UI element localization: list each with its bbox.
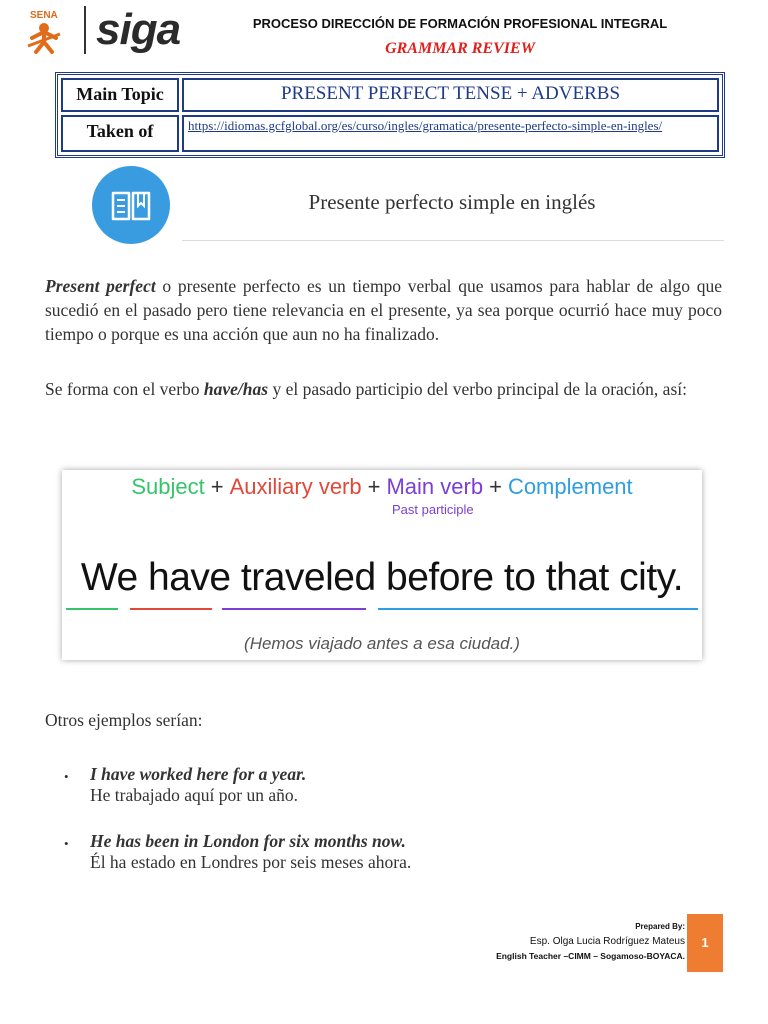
example-english: I have worked here for a year.	[90, 764, 307, 784]
main-topic-value: PRESENT PERFECT TENSE + ADVERBS	[182, 78, 719, 112]
list-item	[90, 831, 710, 873]
intro-text: o presente perfecto es un tiempo verbal que usamos para hablar de algo que sucedió en el pasado pero tiene relevancia en el presente, ya sea porque ocurrió hace muy poco tiempo o porque es una acción que aun no ha finalizado.	[45, 276, 723, 344]
example-sentence	[62, 556, 702, 600]
logo-divider	[84, 6, 86, 54]
bullet-dot: •	[64, 836, 69, 851]
main-topic-label: Main Topic	[61, 78, 179, 112]
sentence-auxiliary: have	[148, 556, 231, 599]
section-icon-circle	[92, 166, 170, 244]
formula-diagram	[62, 470, 702, 660]
formula-structure	[62, 474, 702, 500]
main-verb-underline	[222, 608, 366, 610]
page-number: 1	[687, 914, 723, 972]
section-divider	[182, 240, 724, 241]
auxiliary-underline	[130, 608, 212, 610]
formula-plus: +	[210, 474, 224, 499]
formation-text-after: y el pasado participio del verbo principal de la oración, así:	[268, 379, 687, 399]
subject-underline	[66, 608, 118, 610]
formula-plus: +	[489, 474, 502, 499]
sentence-subject: We	[80, 556, 138, 599]
formula-subject: Subject	[131, 474, 205, 499]
taken-of-label: Taken of	[61, 115, 179, 152]
examples-intro: Otros ejemplos serían:	[45, 710, 203, 730]
formation-paragraph	[45, 377, 722, 401]
document-subtitle: GRAMMAR REVIEW	[385, 40, 535, 57]
sentence-main-verb: traveled	[240, 556, 376, 599]
process-title: PROCESO DIRECCIÓN DE FORMACIÓN PROFESIONAL INTEGRAL	[252, 16, 668, 31]
siga-logo: siga	[96, 5, 181, 54]
sena-logo	[24, 8, 86, 56]
book-icon	[92, 166, 170, 244]
author-role: English Teacher –CIMM – Sogamoso-BOYACA.	[496, 951, 685, 961]
author-name: Esp. Olga Lucia Rodríguez Mateus	[529, 936, 685, 947]
formula-plus: +	[367, 474, 381, 499]
formula-main-verb: Main verb	[386, 474, 484, 499]
sentence-complement: before to that city.	[386, 556, 684, 599]
past-participle-note: Past participle	[392, 502, 474, 517]
topic-table	[55, 72, 725, 158]
formula-auxiliary: Auxiliary verb	[229, 474, 362, 499]
example-english: He has been in London for six months now.	[90, 831, 406, 851]
section-title: Presente perfecto simple en inglés	[308, 190, 596, 214]
example-spanish: He trabajado aquí por un año.	[90, 785, 298, 805]
bullet-dot: •	[64, 769, 69, 784]
formation-text-before: Se forma con el verbo	[45, 379, 204, 399]
sena-logo-text: SENA	[30, 10, 58, 21]
example-spanish: Él ha estado en Londres por seis meses ahora.	[90, 852, 412, 872]
intro-paragraph	[45, 274, 722, 346]
prepared-by-label: Prepared By:	[635, 922, 685, 931]
complement-underline	[378, 608, 698, 610]
formation-verb: have/has	[203, 379, 269, 399]
sentence-translation: (Hemos viajado antes a esa ciudad.)	[244, 634, 520, 653]
intro-term: Present perfect	[45, 276, 156, 296]
source-link[interactable]: https://idiomas.gcfglobal.org/es/curso/ingles/gramatica/presente-perfecto-simple-en-ingles/	[182, 115, 719, 152]
formula-complement: Complement	[507, 474, 633, 499]
list-item	[90, 764, 710, 806]
